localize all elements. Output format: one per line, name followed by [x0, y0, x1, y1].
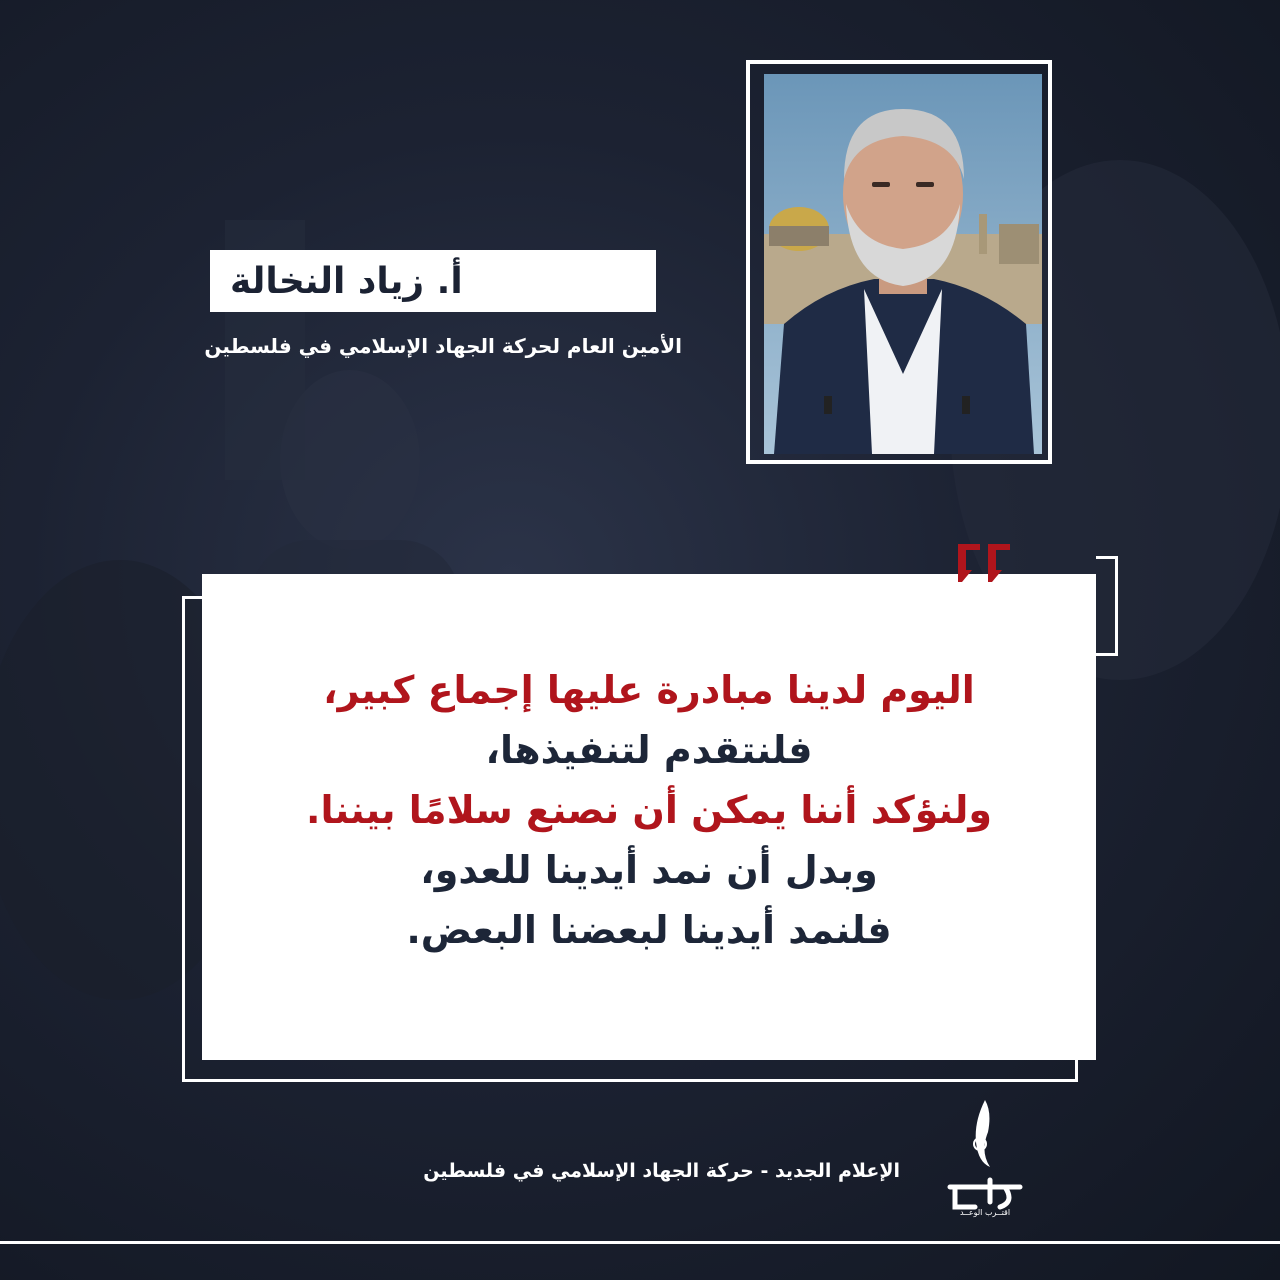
jihaduna-logo-icon — [930, 1092, 1040, 1222]
speaker-name: أ. زياد النخالة — [230, 260, 463, 302]
quote-card-outline-bracket — [1096, 556, 1118, 656]
footer-credit: الإعلام الجديد - حركة الجهاد الإسلامي في فلسطين — [423, 1160, 900, 1182]
speaker-title: الأمين العام لحركة الجهاد الإسلامي في فلسطين — [204, 334, 682, 358]
quote-marks-icon — [952, 540, 1018, 584]
quote-line-3: ولنؤكد أننا يمكن أن نصنع سلامًا بيننا. — [306, 788, 992, 832]
quote-text — [202, 660, 1096, 960]
bottom-divider — [0, 1241, 1280, 1244]
portrait-photo — [764, 74, 1042, 454]
quote-line-5: فلنمد أيدينا لبعضنا البعض. — [406, 908, 892, 952]
quote-line-4: وبدل أن نمد أيدينا للعدو، — [420, 848, 878, 892]
quote-line-1: اليوم لدينا مبادرة عليها إجماع كبير، — [323, 668, 975, 712]
logo-caption: اقتــرب الوعــد — [959, 1208, 1011, 1217]
quote-line-2: فلنتقدم لتنفيذها، — [485, 728, 813, 772]
name-plate — [210, 250, 656, 312]
